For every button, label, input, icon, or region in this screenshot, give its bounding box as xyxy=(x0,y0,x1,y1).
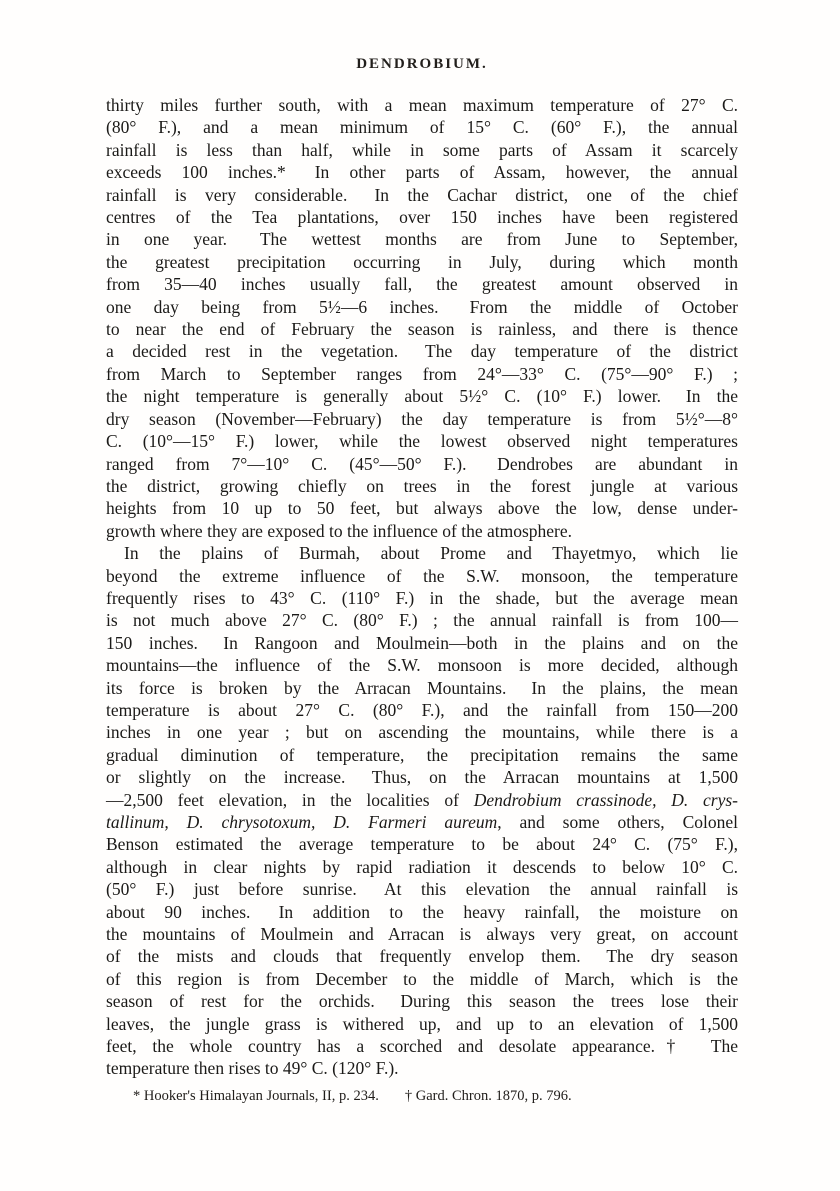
text-segment: heights from 10 up to 50 feet, but always above the low, dense under- xyxy=(106,498,738,519)
text-segment: a decided rest in the vegetation. The day temperature of the district xyxy=(106,341,738,362)
text-line xyxy=(106,990,738,1012)
text-segment: gradual diminution of temperature, the precipitation remains the same xyxy=(106,744,738,765)
text-segment: (50° F.) just before sunrise. At this elevation the annual rainfall is xyxy=(106,879,738,900)
text-segment: is not much above 27° C. (80° F.) ; the annual rainfall is from 100— xyxy=(106,610,738,631)
footnote-gard-chron: † Gard. Chron. 1870, p. 796. xyxy=(404,1088,572,1104)
text-segment: Benson estimated the average temperature to be about 24° C. (75° F.), xyxy=(106,834,738,855)
text-segment: its force is broken by the Arracan Mountains. In the plains, the mean xyxy=(106,677,738,698)
text-line xyxy=(106,878,738,900)
text-line xyxy=(106,251,738,273)
text-segment: rainfall is very considerable. In the Cachar district, one of the chief xyxy=(106,184,738,205)
text-line xyxy=(106,632,738,654)
text-segment: C. (10°—15° F.) lower, while the lowest observed night temperatures xyxy=(106,431,738,452)
text-line xyxy=(106,1035,738,1057)
text-line xyxy=(106,901,738,923)
text-line xyxy=(106,609,738,631)
text-line xyxy=(106,296,738,318)
text-line xyxy=(106,430,738,452)
text-segment: inches in one year ; but on ascending the mountains, while there is a xyxy=(106,722,738,743)
text-segment: the mountains of Moulmein and Arracan is always very great, on account xyxy=(106,924,738,945)
text-segment: about 90 inches. In addition to the heavy rainfall, the moisture on xyxy=(106,901,738,922)
text-segment: mountains—the influence of the S.W. monsoon is more decided, although xyxy=(106,655,738,676)
text-line xyxy=(106,520,738,542)
text-line xyxy=(106,273,738,295)
species-name-italic: Dendrobium crassinode, D. crys- xyxy=(473,789,739,810)
text-segment: beyond the extreme influence of the S.W. monsoon, the temperature xyxy=(106,565,738,586)
text-line xyxy=(106,699,738,721)
text-segment: to near the end of February the season is rainless, and there is thence xyxy=(106,319,738,340)
text-line xyxy=(106,833,738,855)
text-segment: temperature is about 27° C. (80° F.), and the rainfall from 150—200 xyxy=(106,699,738,720)
text-line xyxy=(106,139,738,161)
text-line xyxy=(106,811,738,833)
text-segment: 150 inches. In Rangoon and Moulmein—both in the plains and on the xyxy=(106,632,738,653)
text-line xyxy=(106,184,738,206)
text-line xyxy=(106,789,738,811)
footnote-hooker: * Hooker's Himalayan Journals, II, p. 234. xyxy=(133,1088,379,1104)
text-line xyxy=(106,497,738,519)
text-segment: —2,500 feet elevation, in the localities of xyxy=(106,789,474,810)
text-segment: the greatest precipitation occurring in July, during which month xyxy=(106,251,738,272)
text-segment: one day being from 5½—6 inches. From the middle of October xyxy=(106,296,738,317)
text-segment: season of rest for the orchids. During this season the trees lose their xyxy=(106,991,738,1012)
text-line xyxy=(106,340,738,362)
text-segment: or slightly on the increase. Thus, on the Arracan mountains at 1,500 xyxy=(106,767,738,788)
text-line xyxy=(106,677,738,699)
running-head: DENDROBIUM. xyxy=(356,56,488,72)
text-line xyxy=(106,408,738,430)
text-segment: frequently rises to 43° C. (110° F.) in the shade, but the average mean xyxy=(106,587,738,608)
text-segment: (80° F.), and a mean minimum of 15° C. (60° F.), the annual xyxy=(106,117,738,138)
text-segment: leaves, the jungle grass is withered up, and up to an elevation of 1,500 xyxy=(106,1013,738,1034)
text-segment: rainfall is less than half, while in some parts of Assam it scarcely xyxy=(106,139,738,160)
text-line xyxy=(106,968,738,990)
text-line xyxy=(106,923,738,945)
text-line xyxy=(106,385,738,407)
text-segment: growth where they are exposed to the influence of the atmosphere. xyxy=(106,520,573,541)
text-segment: of this region is from December to the middle of March, which is the xyxy=(106,968,738,989)
text-line xyxy=(106,856,738,878)
text-line xyxy=(106,654,738,676)
text-segment: from 35—40 inches usually fall, the greatest amount observed in xyxy=(106,274,738,295)
text-line xyxy=(106,1013,738,1035)
text-segment: the district, growing chiefly on trees in the forest jungle at various xyxy=(106,475,738,496)
species-name-italic: tallinum, D. chrysotoxum, D. Farmeri aureum xyxy=(106,812,498,832)
text-line xyxy=(106,1057,738,1079)
text-segment: , and some others, Colonel xyxy=(497,812,738,832)
text-segment: thirty miles further south, with a mean maximum temperature of 27° C. xyxy=(106,95,738,115)
text-line xyxy=(106,318,738,340)
text-segment: of the mists and clouds that frequently envelop them. The dry season xyxy=(106,946,738,967)
text-line xyxy=(106,744,738,766)
text-line xyxy=(106,721,738,743)
text-segment: centres of the Tea plantations, over 150 inches have been registered xyxy=(106,207,738,228)
text-segment: feet, the whole country has a scorched and desolate appearance.† The xyxy=(106,1036,738,1057)
text-line xyxy=(106,542,738,564)
text-line xyxy=(106,766,738,788)
text-segment: from March to September ranges from 24°—33° C. (75°—90° F.) ; xyxy=(106,363,738,384)
text-segment: temperature then rises to 49° C. (120° F.). xyxy=(106,1058,399,1079)
text-line xyxy=(106,206,738,228)
page-body xyxy=(106,94,738,1080)
text-line xyxy=(106,116,738,138)
text-segment: although in clear nights by rapid radiation it descends to below 10° C. xyxy=(106,856,738,877)
text-line xyxy=(106,363,738,385)
text-line xyxy=(106,565,738,587)
text-line xyxy=(106,94,738,116)
text-line xyxy=(106,587,738,609)
paragraph xyxy=(106,542,738,1080)
text-line xyxy=(106,945,738,967)
text-line xyxy=(106,161,738,183)
text-line xyxy=(106,475,738,497)
text-segment: exceeds 100 inches.* In other parts of Assam, however, the annual xyxy=(106,162,738,183)
text-line xyxy=(106,453,738,475)
text-segment: ranged from 7°—10° C. (45°—50° F.). Dendrobes are abundant in xyxy=(106,453,738,474)
text-segment: in one year. The wettest months are from June to September, xyxy=(106,229,738,250)
text-segment: In the plains of Burmah, about Prome and Thayetmyo, which lie xyxy=(124,543,738,564)
text-segment: dry season (November—February) the day temperature is from 5½°—8° xyxy=(106,408,738,429)
footnotes xyxy=(133,1088,572,1105)
text-segment: the night temperature is generally about 5½° C. (10° F.) lower. In the xyxy=(106,386,738,407)
text-line xyxy=(106,228,738,250)
paragraph xyxy=(106,94,738,542)
